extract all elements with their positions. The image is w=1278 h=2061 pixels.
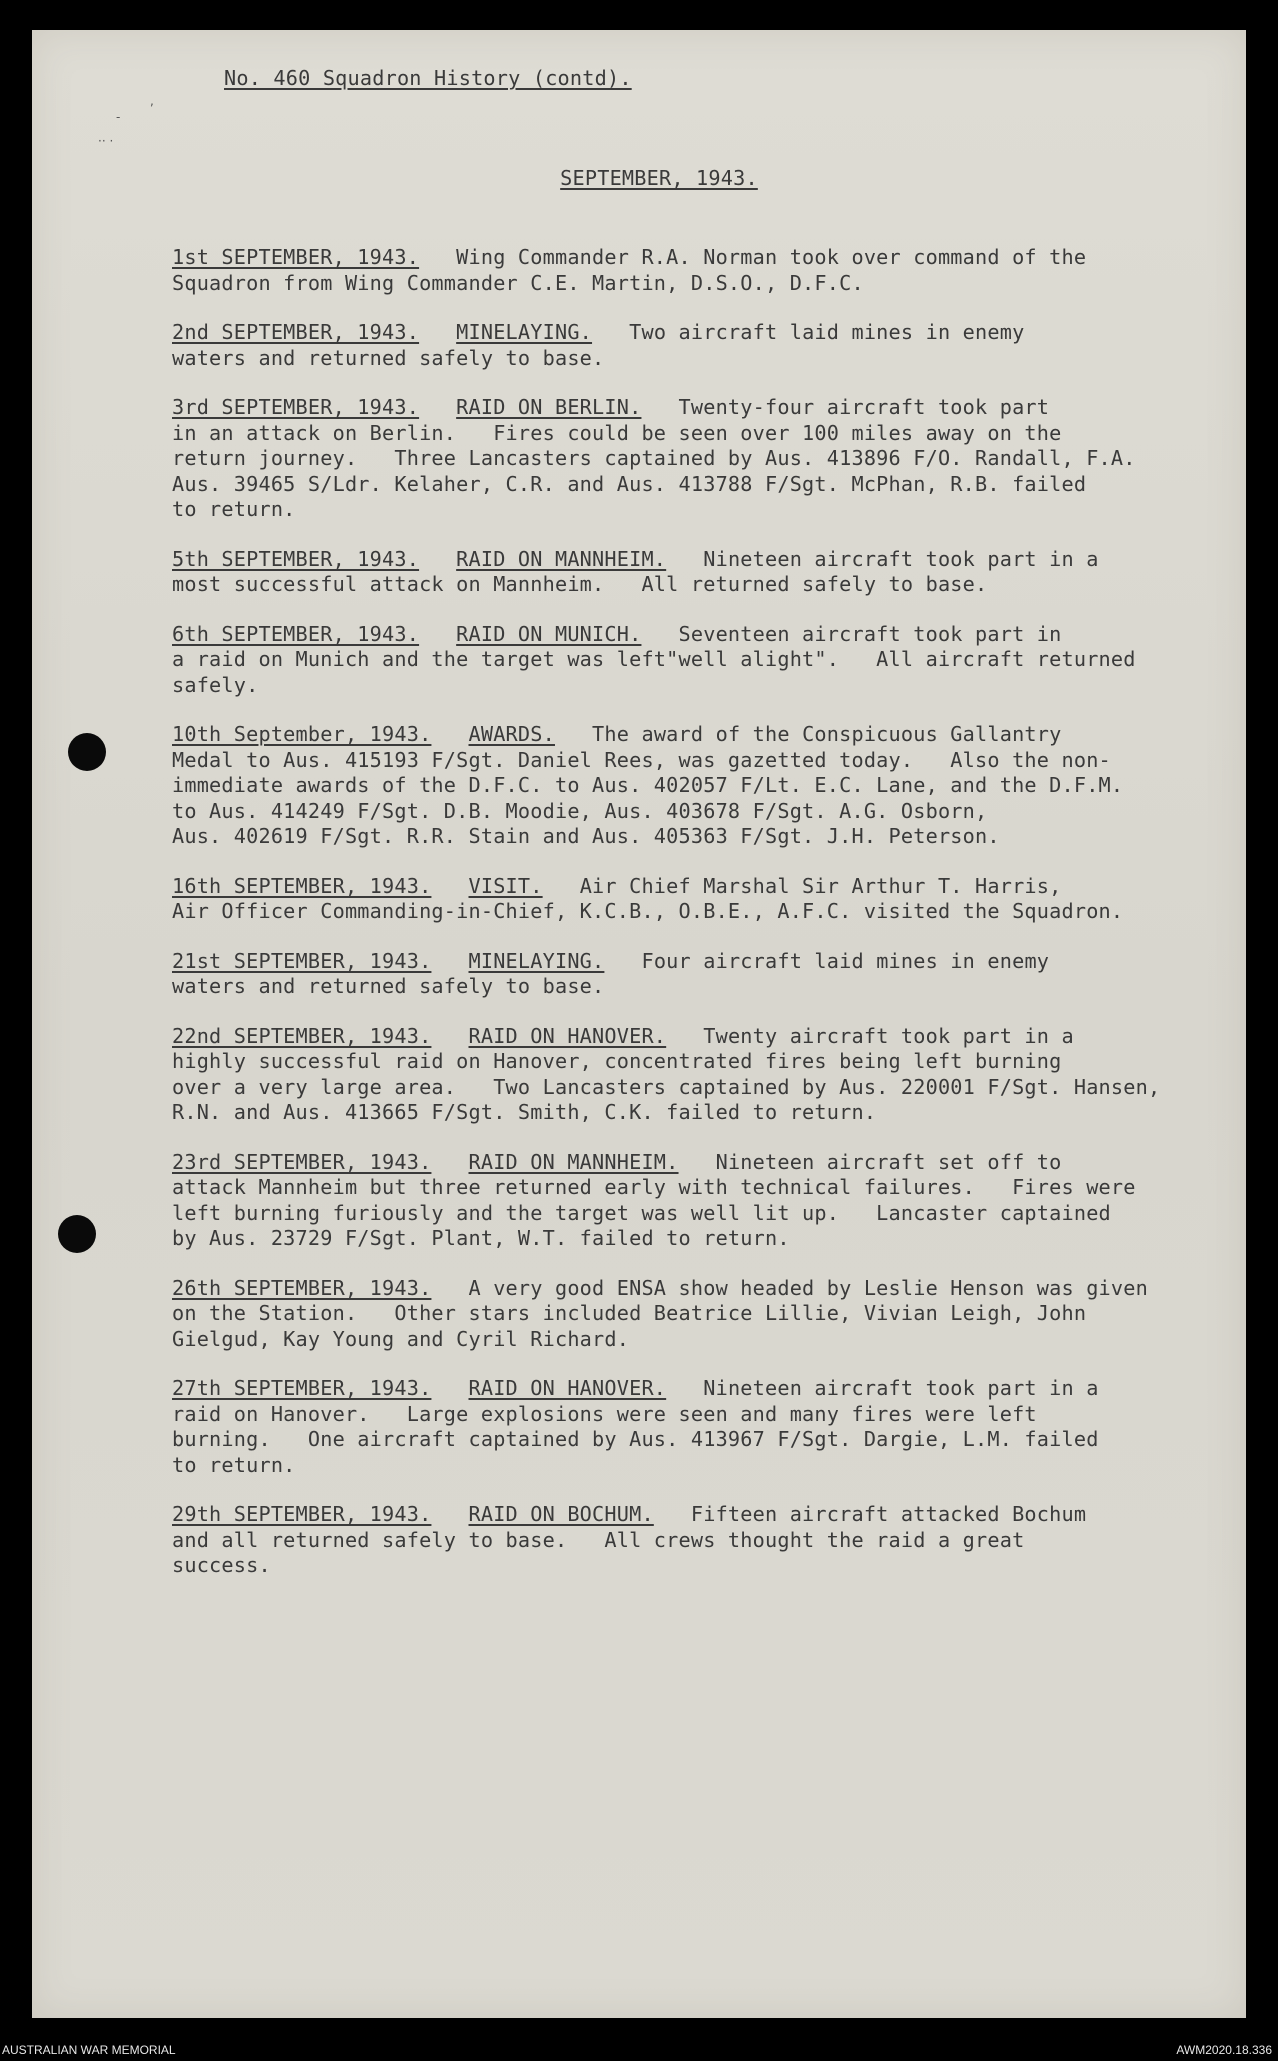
- entry-heading: AWARDS.: [468, 722, 555, 746]
- history-entry: [172, 245, 1192, 296]
- document-page: [32, 30, 1246, 2018]
- entry-date: 5th SEPTEMBER, 1943.: [172, 546, 420, 571]
- month-title: SEPTEMBER, 1943.: [560, 166, 758, 190]
- history-entry: [172, 1150, 1192, 1252]
- entry-heading: RAID ON MANNHEIM.: [456, 546, 667, 571]
- entry-text: Fifteen aircraft attacked Bochum and all returned safely to base. All crews thought the raid a great success.: [172, 1502, 1087, 1577]
- entry-text: Wing Commander R.A. Norman took over command of the Squadron from Wing Commander C.E. Martin, D.S.O., D.F.C.: [172, 245, 1087, 295]
- entry-heading: MINELAYING.: [468, 948, 605, 973]
- history-entry: [172, 622, 1192, 699]
- entry-date: 10th September, 1943.: [172, 722, 432, 746]
- footer-institution: AUSTRALIAN WAR MEMORIAL: [2, 2043, 176, 2057]
- history-entry: [172, 1024, 1192, 1126]
- entry-text: Air Chief Marshal Sir Arthur T. Harris, Air Officer Commanding-in-Chief, K.C.B., O.B.E., A.F.C. visited the Squadron.: [172, 873, 1124, 923]
- entry-date: 6th SEPTEMBER, 1943.: [172, 621, 420, 646]
- entry-text: Two aircraft laid mines in enemy waters and returned safely to base.: [172, 320, 1025, 370]
- page-header: No. 460 Squadron History (contd).: [224, 66, 632, 90]
- entry-heading: RAID ON BERLIN.: [456, 395, 642, 419]
- entry-date: 16th SEPTEMBER, 1943.: [172, 873, 432, 898]
- stray-mark: ·· ·: [98, 134, 114, 148]
- entry-date: 1st SEPTEMBER, 1943.: [172, 245, 420, 269]
- entry-text: A very good ENSA show headed by Leslie Henson was given on the Station. Other stars included Beatrice Lillie, Vivian Leigh, John Gielgud, Kay Young and Cyril Richard.: [172, 1275, 1148, 1351]
- punch-hole: [58, 1215, 96, 1253]
- history-entry: [172, 1502, 1192, 1579]
- entry-text: Four aircraft laid mines in enemy waters and returned safely to base.: [172, 948, 1050, 998]
- entry-text: Nineteen aircraft took part in a most successful attack on Mannheim. All returned safely to base.: [172, 546, 1099, 596]
- history-entry: [172, 722, 1192, 850]
- entry-heading: RAID ON MANNHEIM.: [468, 1149, 679, 1174]
- entry-date: 22nd SEPTEMBER, 1943.: [172, 1023, 432, 1048]
- history-entry: [172, 874, 1192, 925]
- entry-heading: RAID ON HANOVER.: [468, 1376, 667, 1400]
- entry-text: Nineteen aircraft set off to attack Mannheim but three returned early with technical failures. Fires were left burning furiously and the target was well lit up. Lancaster captained by Aus. 23729 F/Sgt. Plant, W.T. failed to return.: [172, 1149, 1136, 1250]
- entry-heading: RAID ON BOCHUM.: [468, 1502, 654, 1526]
- entry-date: 2nd SEPTEMBER, 1943.: [172, 320, 420, 344]
- entry-text: Twenty aircraft took part in a highly successful raid on Hanover, concentrated fires being left burning over a very large area. Two Lancasters captained by Aus. 220001 F/Sgt. Hansen, R.N. and Aus. 413665 F/Sgt. Smith, C.K. failed to return.: [172, 1023, 1161, 1124]
- entry-date: 21st SEPTEMBER, 1943.: [172, 948, 432, 973]
- entry-heading: VISIT.: [468, 873, 543, 898]
- entries-list: [172, 245, 1192, 1603]
- entry-date: 3rd SEPTEMBER, 1943.: [172, 395, 420, 419]
- entry-text: Nineteen aircraft took part in a raid on Hanover. Large explosions were seen and many fires were left burning. One aircraft captained by Aus. 413967 F/Sgt. Dargie, L.M. failed to return.: [172, 1376, 1099, 1477]
- history-entry: [172, 320, 1192, 371]
- stray-mark: ,: [150, 94, 154, 108]
- punch-hole: [68, 733, 106, 771]
- history-entry: [172, 1376, 1192, 1478]
- entry-text: Seventeen aircraft took part in a raid on Munich and the target was left"well alight". All aircraft returned safely.: [172, 621, 1136, 697]
- entry-text: The award of the Conspicuous Gallantry Medal to Aus. 415193 F/Sgt. Daniel Rees, was gazetted today. Also the non- immediate awards of the D.F.C. to Aus. 402057 F/Lt. E.C. Lane, and the D.F.M. to Aus. 414249 F/Sgt. D.B. Moodie, Aus. 403678 F/Sgt. A.G. Osborn, Aus. 402619 F/Sgt. R.R. Stain and Aus. 405363 F/Sgt. J.H. Peterson.: [172, 722, 1124, 848]
- entry-heading: RAID ON MUNICH.: [456, 621, 642, 646]
- entry-date: 26th SEPTEMBER, 1943.: [172, 1275, 432, 1300]
- footer: [0, 2023, 1278, 2061]
- entry-date: 23rd SEPTEMBER, 1943.: [172, 1149, 432, 1174]
- entry-heading: MINELAYING.: [456, 320, 593, 344]
- entry-date: 29th SEPTEMBER, 1943.: [172, 1502, 432, 1526]
- entry-text: Twenty-four aircraft took part in an attack on Berlin. Fires could be seen over 100 miles away on the return journey. Three Lancasters captained by Aus. 413896 F/O. Randall, F.A. Aus. 39465 S/Ldr. Kelaher, C.R. and Aus. 413788 F/Sgt. McPhan, R.B. failed to return.: [172, 395, 1136, 521]
- entry-heading: RAID ON HANOVER.: [468, 1023, 667, 1048]
- history-entry: [172, 949, 1192, 1000]
- entry-date: 27th SEPTEMBER, 1943.: [172, 1376, 432, 1400]
- footer-accession-number: AWM2020.18.336: [1176, 2043, 1272, 2057]
- history-entry: [172, 395, 1192, 523]
- history-entry: [172, 1276, 1192, 1353]
- stray-mark: -: [116, 110, 121, 124]
- history-entry: [172, 547, 1192, 598]
